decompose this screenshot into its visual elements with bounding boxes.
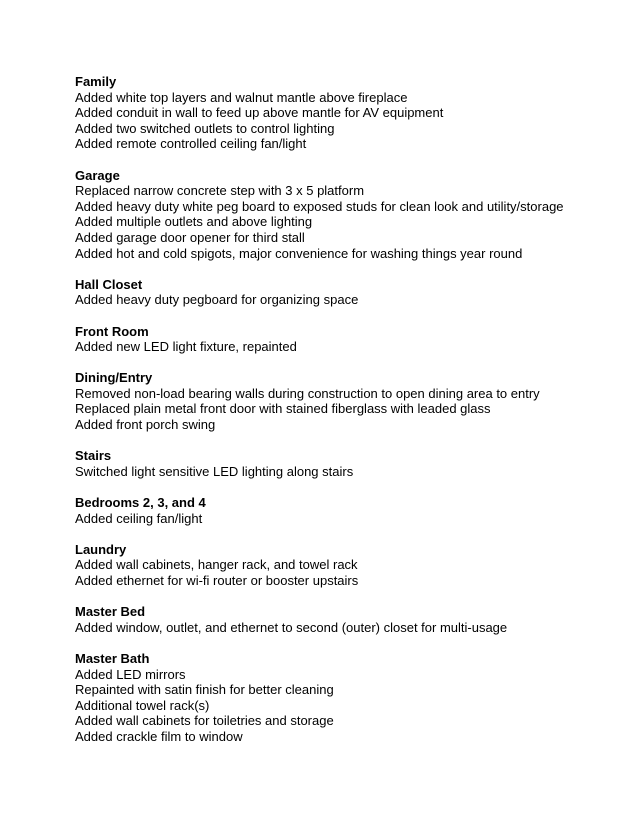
list-item: Added ethernet for wi-fi router or booster upstairs [75,573,359,588]
section-heading: Hall Closet [75,276,143,292]
list-item: Added ceiling fan/light [75,510,203,526]
list-item: Added white top layers and walnut mantle above fireplace [75,89,408,105]
list-item: Added window, outlet, and ethernet to second (outer) closet for multi-usage [75,619,508,635]
section-hall-closet [75,277,615,308]
list-item: Added heavy duty white peg board to exposed studs for clean look and utility/storage [75,198,564,214]
list-item: Added garage door opener for third stall [75,229,305,245]
list-item: Added conduit in wall to feed up above mantle for AV equipment [75,105,444,121]
section-garage [75,168,615,262]
section-heading: Front Room [75,323,149,339]
list-item: Repainted with satin finish for better cleaning [75,682,334,698]
document-page [75,74,615,760]
section-laundry [75,542,615,589]
list-item: Added new LED light fixture, repainted [75,339,297,355]
section-stairs [75,448,615,479]
list-item: Added two switched outlets to control lighting [75,120,335,136]
section-heading: Garage [75,167,120,183]
list-item: Replaced plain metal front door with stained fiberglass with leaded glass [75,401,491,417]
list-item: Added heavy duty pegboard for organizing space [75,292,359,308]
section-heading: Bedrooms 2, 3, and 4 [75,495,206,511]
list-item: Added front porch swing [75,417,216,433]
list-item: Added LED mirrors [75,666,186,682]
list-item: Switched light sensitive LED lighting along stairs [75,463,354,479]
section-heading: Laundry [75,541,127,557]
list-item: Removed non-load bearing walls during construction to open dining area to entry [75,385,540,401]
list-item: Additional towel rack(s) [75,697,210,713]
list-item: Added remote controlled ceiling fan/light [75,136,307,152]
list-item: Added crackle film to window [75,728,243,744]
list-item: Added multiple outlets and above lighting [75,214,313,230]
section-master-bed [75,604,615,635]
section-bedrooms [75,495,615,526]
section-family [75,74,615,152]
list-item: Added wall cabinets for toiletries and storage [75,713,334,729]
section-heading: Stairs [75,448,112,464]
section-dining-entry [75,370,615,432]
section-master-bath [75,651,615,745]
section-front-room [75,324,615,355]
section-heading: Master Bath [75,650,150,666]
list-item: Replaced narrow concrete step with 3 x 5 platform [75,183,365,199]
section-heading: Master Bed [75,604,146,620]
list-item: Added wall cabinets, hanger rack, and towel rack [75,557,358,573]
list-item: Added hot and cold spigots, major convenience for washing things year round [75,245,523,261]
section-heading: Family [75,74,117,89]
section-heading: Dining/Entry [75,370,153,386]
